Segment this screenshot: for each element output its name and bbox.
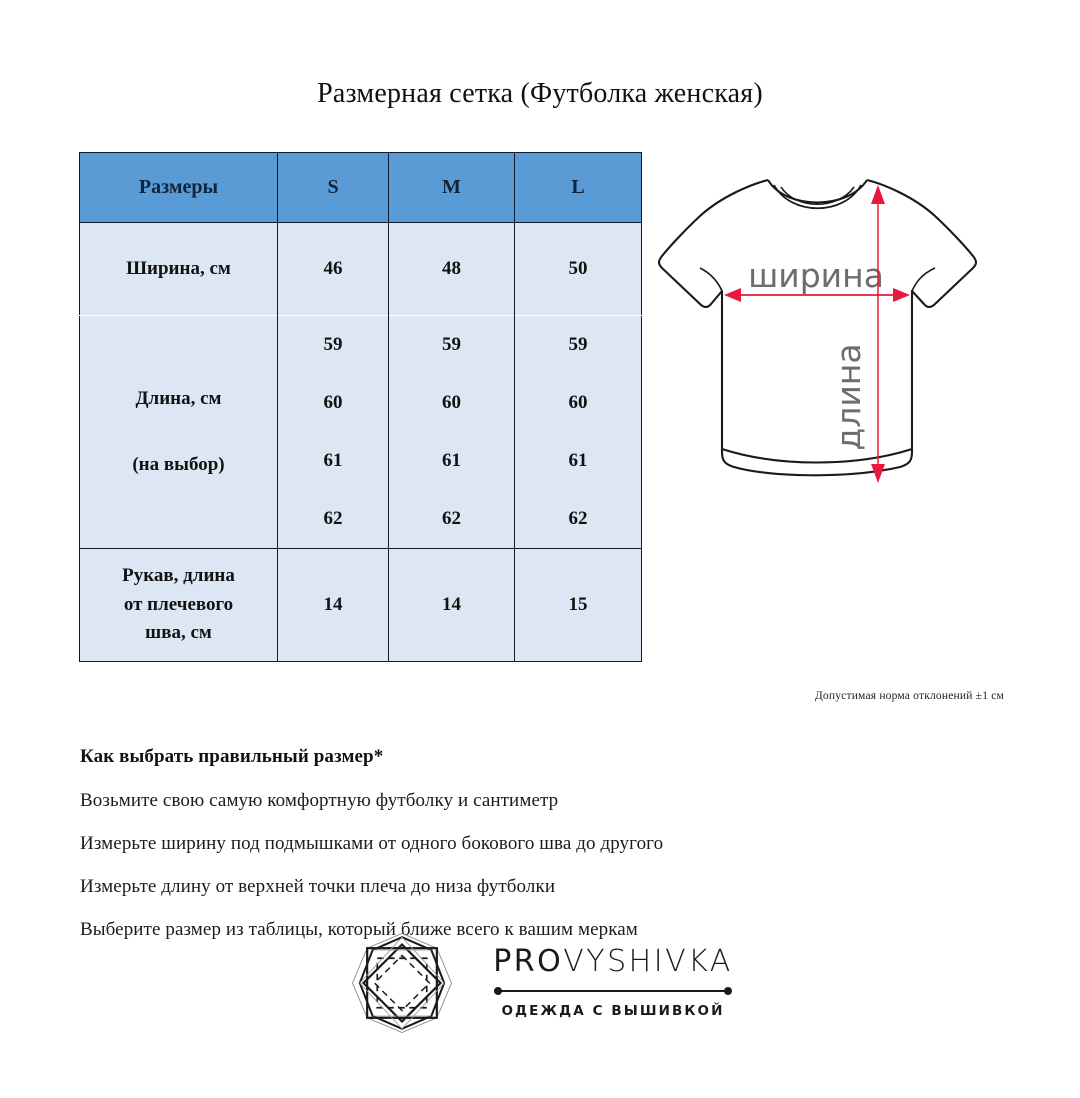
logo-divider-dot-right xyxy=(724,987,732,995)
cell-sleeve-s: 14 xyxy=(278,549,389,662)
logo-wordmark xyxy=(493,944,733,1019)
howto-step-1: Возьмите свою самую комфортную футболку и сантиметр xyxy=(80,790,559,811)
cell-width-s: 46 xyxy=(278,223,389,316)
howto-title: Как выбрать правильный размер* xyxy=(80,746,384,767)
cell-length-61-m: 61 xyxy=(389,432,515,490)
row-label-length xyxy=(80,316,278,549)
logo-divider-bar xyxy=(499,990,727,992)
tshirt-diagram xyxy=(648,152,1004,504)
column-header-s: S xyxy=(278,153,389,223)
row-label-width: Ширина, см xyxy=(80,223,278,316)
cell-length-60-m: 60 xyxy=(389,374,515,432)
cell-length-59-m: 59 xyxy=(389,316,515,375)
cell-length-61-s: 61 xyxy=(278,432,389,490)
size-table-body xyxy=(80,223,642,662)
row-label-sleeve-line1: Рукав, длина xyxy=(122,565,235,587)
octagon-logo-icon xyxy=(347,928,457,1038)
table-row xyxy=(80,223,642,316)
howto-step-2: Измерьте ширину под подмышками от одного бокового шва до другого xyxy=(80,833,664,854)
cell-length-59-l: 59 xyxy=(515,316,642,375)
length-label: длина xyxy=(829,343,868,451)
size-table-container xyxy=(79,152,641,662)
howto-section xyxy=(80,746,960,941)
cell-length-59-s: 59 xyxy=(278,316,389,375)
column-header-sizes: Размеры xyxy=(80,153,278,223)
row-label-length-line2: (на выбор) xyxy=(132,454,225,475)
page-title: Размерная сетка (Футболка женская) xyxy=(317,78,763,109)
table-row xyxy=(80,316,642,375)
row-label-sleeve-line3: шва, см xyxy=(145,622,212,644)
cell-sleeve-l: 15 xyxy=(515,549,642,662)
row-label-sleeve-line2: от плечевого xyxy=(123,593,234,615)
logo-divider xyxy=(494,986,732,996)
cell-width-m: 48 xyxy=(389,223,515,316)
cell-length-61-l: 61 xyxy=(515,432,642,490)
cell-length-60-s: 60 xyxy=(278,374,389,432)
column-header-l: L xyxy=(515,153,642,223)
size-table xyxy=(79,152,642,662)
logo-word-pro: PRO xyxy=(493,944,564,979)
howto-step-3: Измерьте длину от верхней точки плеча до низа футболки xyxy=(80,876,556,897)
howto-step-4: Выберите размер из таблицы, который ближе всего к вашим меркам xyxy=(80,919,638,940)
row-label-length-line1: Длина, см xyxy=(135,388,222,410)
brand-logo xyxy=(0,928,1080,1038)
cell-width-l: 50 xyxy=(515,223,642,316)
tshirt-icon xyxy=(648,152,1004,504)
width-label: ширина xyxy=(748,256,884,295)
logo-subtitle: ОДЕЖДА С ВЫШИВКОЙ xyxy=(501,1003,725,1019)
deviation-note: Допустимая норма отклонений ±1 см xyxy=(814,690,1004,702)
logo-word-vyshivka: VYSHIVKA xyxy=(563,944,733,979)
logo-word-row xyxy=(493,944,733,979)
cell-length-62-m: 62 xyxy=(389,490,515,549)
row-label-sleeve xyxy=(80,549,278,662)
cell-length-62-l: 62 xyxy=(515,490,642,549)
cell-length-62-s: 62 xyxy=(278,490,389,549)
table-row xyxy=(80,549,642,662)
size-table-header xyxy=(80,153,642,223)
cell-length-60-l: 60 xyxy=(515,374,642,432)
cell-sleeve-m: 14 xyxy=(389,549,515,662)
column-header-m: M xyxy=(389,153,515,223)
table-header-row xyxy=(80,153,642,223)
